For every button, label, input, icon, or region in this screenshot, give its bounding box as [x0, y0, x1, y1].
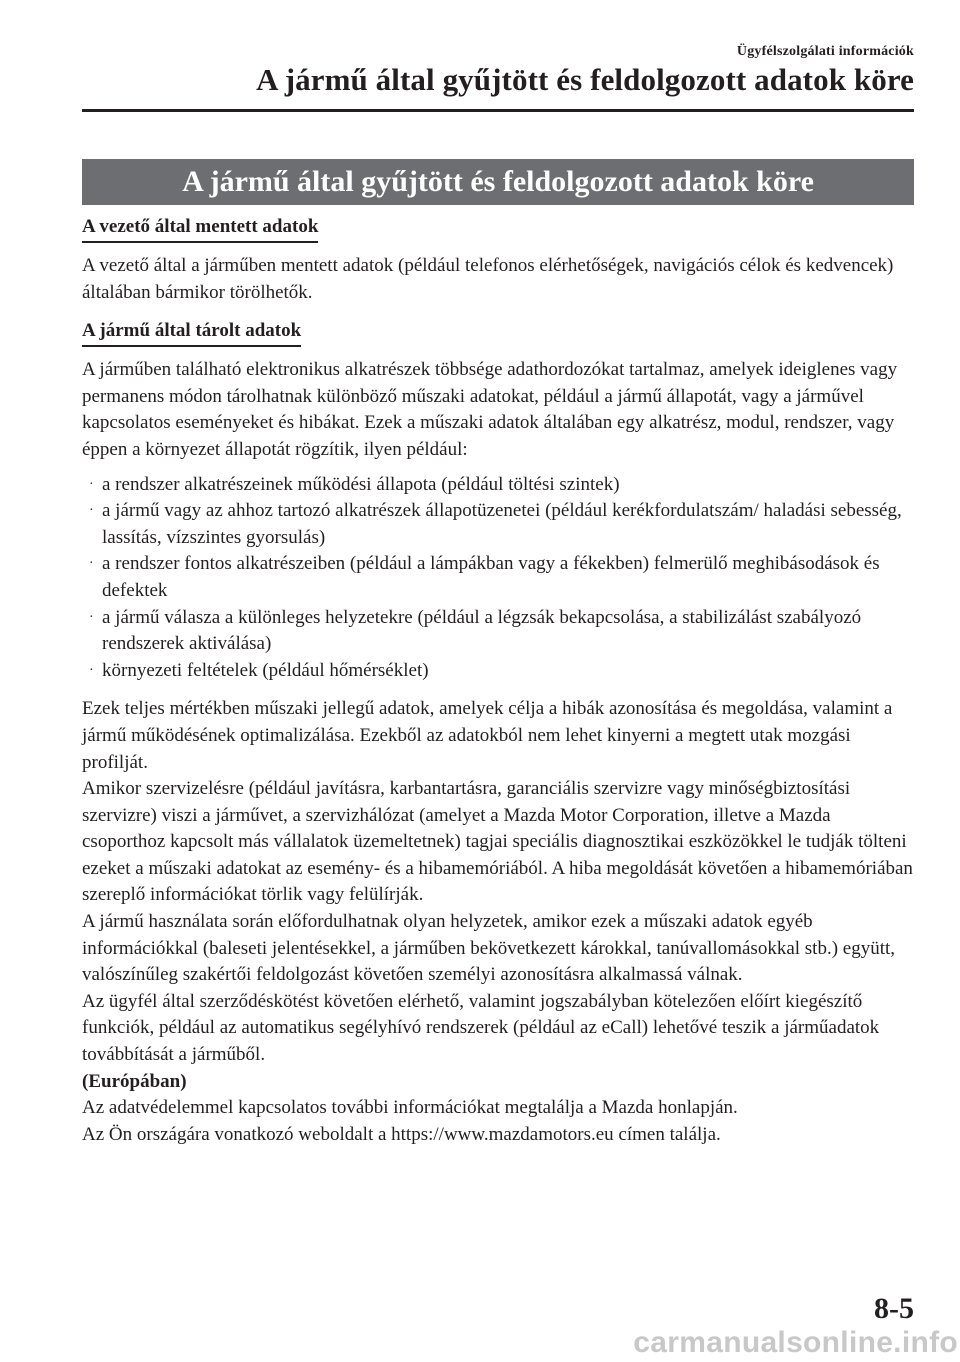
chapter-title: A jármű által gyűjtött és feldolgozott adatok köre	[256, 62, 914, 97]
bullet-dot: ·	[89, 662, 94, 678]
section-banner-title: A jármű által gyűjtött és feldolgozott adatok köre	[182, 165, 814, 198]
running-section-title: Ügyfélszolgálati információk	[736, 44, 914, 59]
bullet-dot: ·	[89, 476, 94, 492]
paragraph-identification: A jármű használata során előfordulhatnak olyan helyzetek, amikor ezek a műszaki adatok egyéb információkkal (baleseti jelentésekkel, a járműben bekövetkezett károkkal, tanúvallomásokkal stb.) együtt, valószínűleg szakértői feldolgozást követően személyi azonosításra alkalmassá válnak.	[82, 911, 896, 986]
paragraph-vehicle-data: A járműben található elektronikus alkatrészek többsége adathordozókat tartalmaz, amelyek ideiglenes vagy permanens módon tárolhatnak különböző műszaki adatokat, például a jármű állapotát, vagy a járművel kapcsolatos eseményeket és hibákat. Ezek a műszaki adatok általában egy alkatrész, modul, rendszer, vagy éppen a környezet állapotát rögzítik, ilyen például:	[82, 359, 898, 460]
bullet-dot: ·	[89, 556, 94, 572]
list-item	[89, 605, 914, 658]
paragraph-technical-nature: Ezek teljes mértékben műszaki jellegű adatok, amelyek célja a hibák azonosítása és megoldása, valamint a jármű működésének optimalizálása. Ezekből az adatokból nem lehet kinyerni a megtett utak mozgási profilját.	[82, 698, 893, 773]
paragraph-ecall: Az ügyfél által szerződéskötést követően elérhető, valamint jogszabályban kötelezően előírt kiegészítő funkciók, például az automatikus segélyhívó rendszerek (például az eCall) lehetővé teszik a járműadatok továbbítását a járműből.	[82, 990, 880, 1066]
bullet-dot: ·	[89, 503, 94, 519]
list-item-text: a jármű vagy az ahhoz tartozó alkatrészek állapotüzenetei (például kerékfordulatszám/ haladási sebesség, lassítás, vízszintes gyorsulás)	[102, 500, 902, 548]
section-heading-driver-data: A vezető által mentett adatok	[82, 215, 318, 243]
paragraph-service: Amikor szervizelésre (például javításra, karbantartásra, garanciális szervizre vagy minőségbiztosítási szervizre) viszi a járművet, a szervizhálózat (amelyet a Mazda Motor Corporation, illetve a Mazda csoporthoz kapcsolt más vállalatok üzemeltetnek) tagjai speciális diagnosztikai eszközökkel le tudják tölteni ezeket a műszaki adatokat az esemény- és a hibamemóriából. A hiba megoldását követően a hibamemóriában szereplő információkat törlik vagy felülírják.	[82, 778, 913, 906]
paragraph-europe-website: Az Ön országára vonatkozó weboldalt a https://www.mazdamotors.eu címen találja.	[82, 1123, 721, 1145]
bullet-dot: ·	[89, 609, 94, 625]
list-item-text: a jármű válasza a különleges helyzetekre (például a légzsák bekapcsolása, a stabilizálást szabályozó rendszerek aktiválása)	[102, 606, 862, 655]
list-item-text: a rendszer fontos alkatrészeiben (például a lámpákban vagy a fékekben) felmerülő meghibásodások és defektek	[102, 553, 880, 601]
page-content	[82, 214, 914, 1148]
list-item	[89, 551, 914, 604]
header-rule	[82, 109, 914, 112]
section-banner	[82, 159, 914, 205]
paragraph-driver-data: A vezető által a járműben mentett adatok (például telefonos elérhetőségek, navigációs célok és kedvencek) általában bármikor törölhetők.	[82, 255, 894, 303]
page-number: 8-5	[874, 1292, 914, 1325]
paragraph-europe-info: Az adatvédelemmel kapcsolatos további információkat megtalálja a Mazda honlapján.	[82, 1097, 738, 1119]
list-item	[89, 658, 914, 685]
region-label-europe: (Európában)	[82, 1070, 187, 1092]
list-item-text: a rendszer alkatrészeinek működési állapota (például töltési szintek)	[102, 473, 620, 495]
list-item	[89, 498, 914, 551]
list-item-text: környezeti feltételek (például hőmérséklet)	[102, 659, 429, 681]
section-heading-vehicle-data: A jármű által tárolt adatok	[82, 319, 301, 347]
list-item	[89, 472, 914, 499]
watermark: carmanualsonline.info	[633, 1326, 958, 1359]
bullet-list	[82, 472, 914, 685]
